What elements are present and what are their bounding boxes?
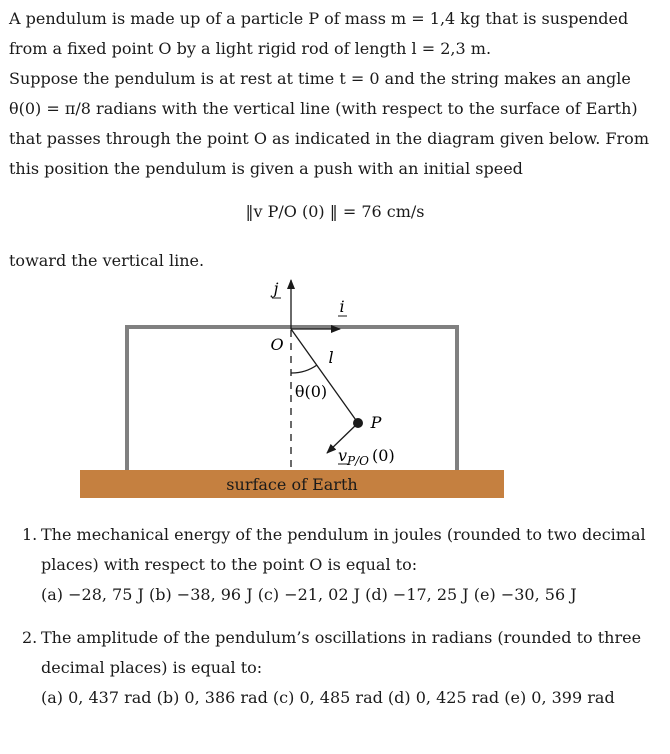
surface-label: surface of Earth bbox=[226, 475, 358, 494]
initial-speed-equation: ‖v P/O (0) ‖ = 76 cm/s bbox=[245, 202, 425, 221]
statement-line: A pendulum is made up of a particle P of mass m = 1,4 kg that is suspended bbox=[9, 9, 629, 28]
statement-continuation: toward the vertical line. bbox=[9, 251, 205, 270]
statement-line: that passes through the point O as indicated in the diagram given below. From bbox=[9, 129, 649, 148]
velocity-label bbox=[338, 446, 395, 468]
answer-options: (a) −28, 75 J (b) −38, 96 J (c) −21, 02 J (d) −17, 25 J (e) −30, 56 J bbox=[41, 585, 577, 604]
rod-length-label: l bbox=[328, 348, 334, 367]
question-number: 2. bbox=[22, 628, 38, 647]
question-text: decimal places) is equal to: bbox=[41, 658, 263, 677]
angle-label: θ(0) bbox=[294, 382, 328, 401]
answer-options: (a) 0, 437 rad (b) 0, 386 rad (c) 0, 485 rad (d) 0, 425 rad (e) 0, 399 rad bbox=[41, 688, 615, 707]
velocity-subscript: P/O bbox=[347, 454, 370, 468]
particle-label: P bbox=[370, 413, 382, 432]
question-2 bbox=[22, 623, 662, 713]
question-text: The mechanical energy of the pendulum in joules (rounded to two decimal bbox=[41, 525, 646, 544]
j-axis-label: j bbox=[273, 279, 279, 298]
statement-line: Suppose the pendulum is at rest at time t = 0 and the string makes an angle bbox=[9, 69, 631, 88]
velocity-symbol: v bbox=[338, 446, 348, 465]
velocity-argument: (0) bbox=[372, 446, 395, 465]
origin-label: O bbox=[270, 335, 284, 354]
statement-line: from a fixed point O by a light rigid rod of length l = 2,3 m. bbox=[9, 39, 492, 58]
angle-arc bbox=[291, 365, 317, 373]
problem-statement bbox=[9, 4, 661, 184]
statement-line: θ(0) = π/8 radians with the vertical line (with respect to the surface of Earth) bbox=[9, 99, 638, 118]
support-frame bbox=[127, 327, 457, 470]
i-axis-label: i bbox=[339, 297, 345, 316]
question-number: 1. bbox=[22, 525, 38, 544]
pendulum-rod bbox=[291, 329, 358, 423]
pendulum-diagram bbox=[0, 270, 670, 500]
statement-line: this position the pendulum is given a push with an initial speed bbox=[9, 159, 523, 178]
question-text: places) with respect to the point O is equal to: bbox=[41, 555, 418, 574]
question-1 bbox=[22, 520, 662, 610]
question-text: The amplitude of the pendulum’s oscillations in radians (rounded to three bbox=[41, 628, 642, 647]
